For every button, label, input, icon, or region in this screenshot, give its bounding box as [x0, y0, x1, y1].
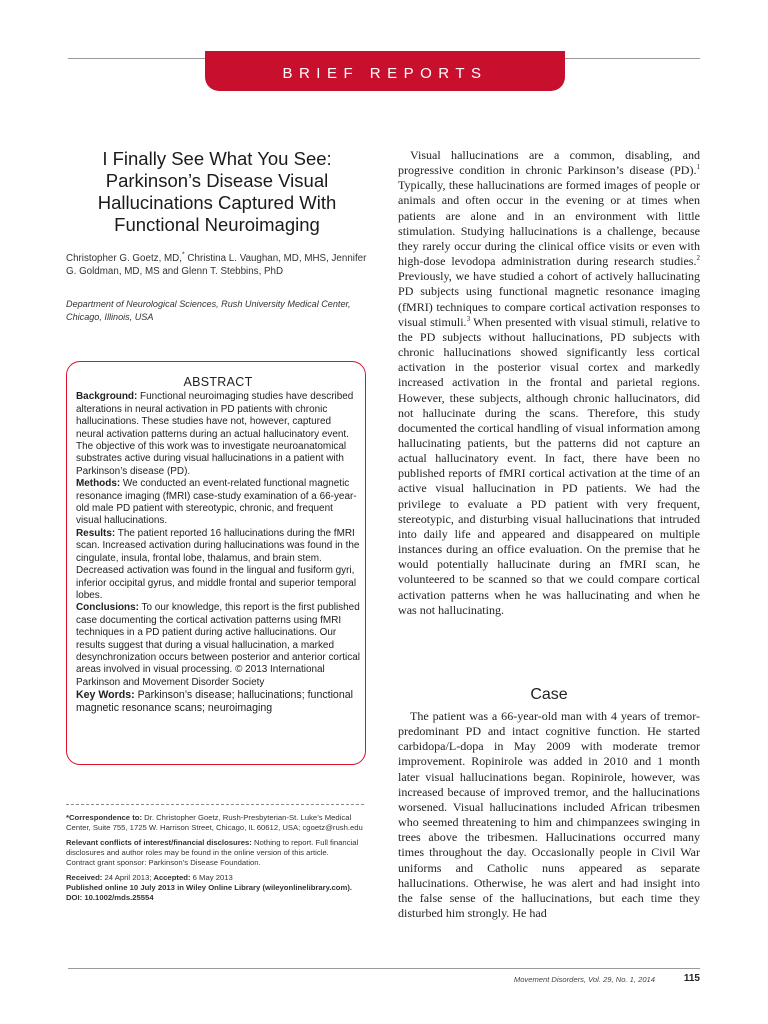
- background-text: Functional neuroimaging studies have described alterations in neural activation in PD patients with chronic hallucinations. These studies have not, however, captured neural activation patterns during an actual hallucinatory event. The objective of this work was to investigate neuroanatomical substrates active during visual hallucinations in a patient with Parkinson’s disease (PD).: [76, 391, 354, 477]
- background-label: Background:: [76, 391, 138, 403]
- case-paragraph: The patient was a 66-year-old man with 4 years of tremor-predominant PD and intact cognitive function. He started carbidopa/L-dopa in May 2009 with moderate tremor improvement. Ropinirole was added in 2010 and 1 month later visual hallucinations began. Ropinirole, however, was increased because of improved tremor, and the hallucinations worsened. Visual hallucinations included African tribesmen who seemed threatening to him and chimpanzees swinging in trees above the tribesmen. Hallucinations occurred many times throughout the day. Occasionally people in Civil War uniforms and Catholic nuns appeared as separate hallucinations. Otherwise, he was alert and had insight into the false sense of the hallucinations, but each time they disturbed him strongly. He had: [398, 709, 700, 921]
- footnotes: [66, 813, 364, 908]
- citation-2: 2: [696, 254, 700, 263]
- affiliation: Department of Neurological Sciences, Rush University Medical Center, Chicago, Illinois, USA: [66, 299, 351, 322]
- disclosure-note: [66, 838, 364, 868]
- keywords-text: Parkinson’s disease; hallucinations; functional magnetic resonance scans; neuroimaging: [76, 689, 353, 715]
- abstract-background: [76, 391, 360, 478]
- article-title: I Finally See What You See: Parkinson’s Disease Visual Hallucinations Captured With Functional Neuroimaging: [97, 148, 337, 235]
- conclusions-label: Conclusions:: [76, 602, 139, 614]
- introduction: [398, 148, 700, 618]
- accepted-label: Accepted:: [151, 873, 191, 882]
- abstract-results: [76, 528, 360, 602]
- section-banner: BRIEF REPORTS: [205, 51, 565, 91]
- abstract-heading: ABSTRACT: [183, 375, 253, 389]
- grant-text: Contract grant sponsor: Parkinson’s Disease Foundation.: [66, 858, 261, 867]
- accepted-date: 6 May 2013: [190, 873, 233, 882]
- dates-note: [66, 873, 364, 903]
- methods-text: We conducted an event-related functional magnetic resonance imaging (fMRI) case-study examination of a 66-year-old male PD patient with stereotypic, chronic, and frequent visual hallucinations.: [76, 478, 357, 527]
- methods-label: Methods:: [76, 478, 121, 490]
- received-label: Received:: [66, 873, 103, 882]
- case-section: [398, 709, 700, 921]
- author-first: Christopher G. Goetz, MD,: [66, 253, 182, 264]
- received-date: 24 April 2013;: [102, 873, 152, 882]
- correspondence-label: *Correspondence to:: [66, 813, 143, 822]
- journal-citation: Movement Disorders, Vol. 29, No. 1, 2014: [513, 975, 655, 984]
- intro-text-2: Typically, these hallucinations are formed images of people or animals and often occur in the evening or at times when patients are alone and in an environment with little stimulation. Studying hallucinations is a challenge, because they rarely occur during the clinical office visits or even with high-dose levodopa administration during research studies.: [398, 178, 700, 269]
- citation-3: 3: [466, 314, 471, 323]
- correspondence-text: Dr. Christopher Goetz, Rush-Presbyterian-St. Luke’s Medical Center, Suite 755, 1725 W. Harrison Street, Chicago, IL 60612, USA; cgoetz@rush.edu: [66, 813, 363, 832]
- keywords-label: Key Words:: [76, 689, 135, 702]
- correspondence-note: [66, 813, 364, 833]
- disclosure-text: Nothing to report. Full financial disclosures and author roles may be found in the online version of this article.: [66, 838, 359, 857]
- results-text: The patient reported 16 hallucinations during the fMRI scan. Increased activation during hallucinations was found in the cingulate, insula, frontal lobe, thalamus, and brain stem. Decreased activation was found in the lingual and fusiform gyri, inferior occipital gyrus, and middle frontal and superior temporal lobes.: [76, 527, 360, 601]
- abstract-methods: [76, 478, 360, 528]
- conclusions-text: To our knowledge, this report is the first published case documenting the cortical activation patterns using fMRI techniques in a PD patient during active hallucinations. Our results suggest that during a visual hallucination, a marked desynchronization occurs between posterior and anterior cortical areas involved in visual processing. © 2013 International Parkinson and Movement Disorder Society: [76, 602, 360, 688]
- intro-paragraph: [398, 148, 700, 618]
- results-label: Results:: [76, 527, 116, 539]
- abstract-conclusions: [76, 602, 360, 689]
- abstract-keywords: [76, 689, 360, 715]
- page-number: 115: [683, 973, 700, 984]
- intro-text-3: Previously, we have studied a cohort of actively hallucinating PD subjects using functional magnetic resonance imaging (fMRI) techniques to compare cortical activation responses to visual stimuli.: [398, 269, 700, 329]
- disclosure-label: Relevant conflicts of interest/financial disclosures:: [66, 838, 252, 847]
- bottom-rule: [68, 968, 700, 969]
- published-note: Published online 10 July 2013 in Wiley Online Library (wileyonlinelibrary.com). DOI: 10.1002/mds.25554: [66, 883, 353, 902]
- author-list: [66, 252, 371, 278]
- corresponding-mark: *: [181, 251, 185, 259]
- citation-1: 1: [696, 163, 700, 172]
- abstract: [76, 376, 360, 715]
- author-rest: Christina L. Vaughan, MD, MHS, Jennifer G. Goldman, MD, MS and Glenn T. Stebbins, PhD: [66, 253, 367, 277]
- case-heading: Case: [530, 686, 568, 703]
- intro-text-4: When presented with visual stimuli, relative to the PD subjects without hallucinations, PD subjects with chronic hallucinations showed significantly less cortical activation in the posterior visual cortex and markedly increased activation in the frontal and parietal regions. However, these subjects, although chronic hallucinators, did not hallucinate during the scans. Therefore, this study documented the cortical handling of visual information among hallucinating patients, but the patterns did not capture an actual hallucinatory event. In fact, there have been no published reports of fMRI cortical activation at the time of an active visual hallucination in PD patients. We had the privilege to evaluate a PD patient with very frequent, stereotypic, and disturbing visual hallucinations that intruded into daily life and appeared and disappeared on multiple instances during an office evaluation. On the premise that he would potentially hallucinate during an fMRI scan, he volunteered to be scanned so that we could compare cortical activation patterns when he was hallucinating and when he was not hallucinating.: [398, 314, 700, 617]
- footnote-divider: [66, 804, 364, 805]
- intro-text-1: Visual hallucinations are a common, disabling, and progressive condition in chronic Parkinson’s disease (PD).: [398, 148, 700, 178]
